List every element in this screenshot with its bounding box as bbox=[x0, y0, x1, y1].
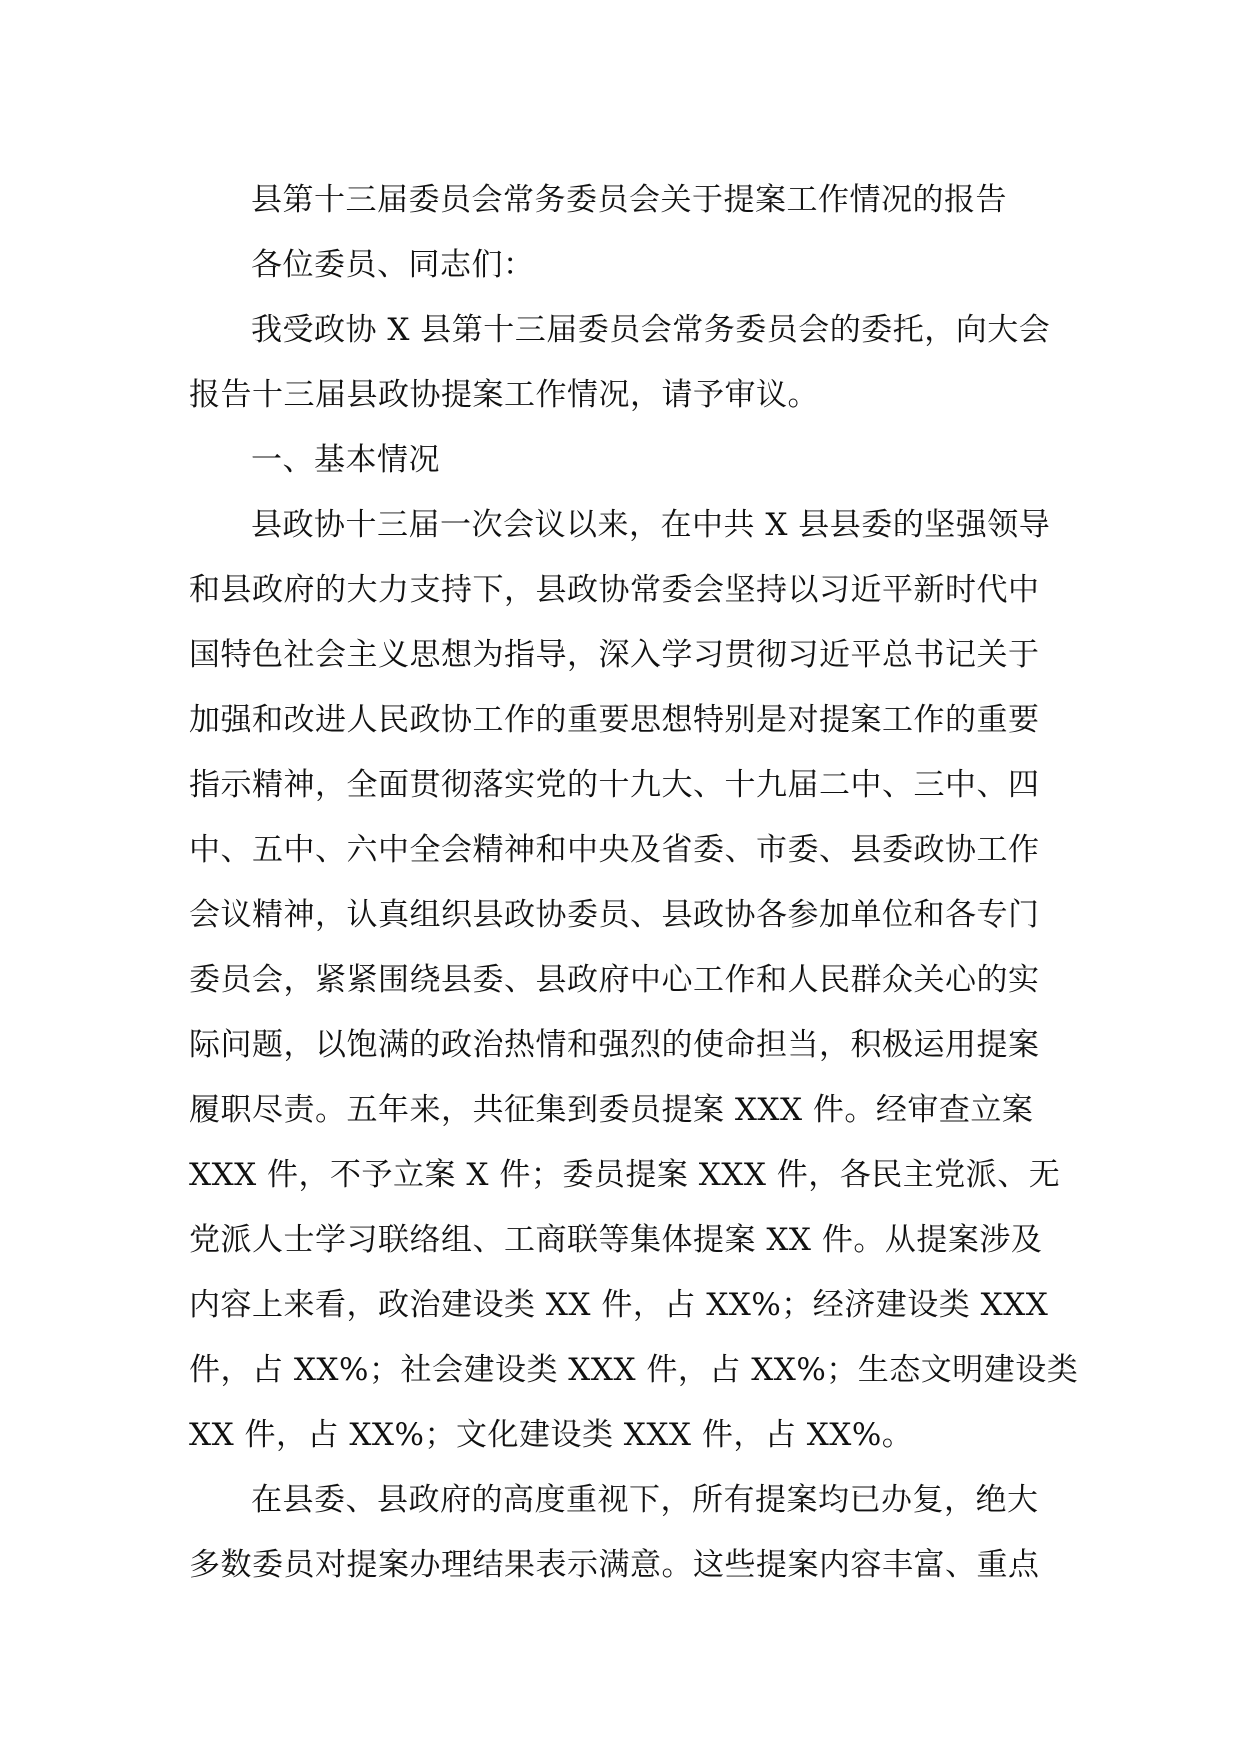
paragraph-line: XXX 件，不予立案 X 件；委员提案 XXX 件，各民主党派、无 bbox=[189, 1157, 1061, 1193]
paragraph-line: 和县政府的大力支持下，县政协常委会坚持以习近平新时代中 bbox=[189, 572, 1040, 608]
paragraph-line: 国特色社会主义思想为指导，深入学习贯彻习近平总书记关于 bbox=[189, 637, 1040, 673]
paragraph-line: 际问题，以饱满的政治热情和强烈的使命担当，积极运用提案 bbox=[189, 1027, 1040, 1063]
paragraph-line: 中、五中、六中全会精神和中央及省委、市委、县委政协工作 bbox=[189, 832, 1040, 868]
paragraph-line: 报告十三届县政协提案工作情况，请予审议。 bbox=[189, 377, 819, 413]
paragraph-line: 县政协十三届一次会议以来，在中共 X 县县委的坚强领导 bbox=[251, 507, 1051, 543]
paragraph-line: 在县委、县政府的高度重视下，所有提案均已办复，绝大 bbox=[251, 1482, 1039, 1518]
paragraph-line: 我受政协 X 县第十三届委员会常务委员会的委托，向大会 bbox=[251, 312, 1051, 348]
paragraph-line: 多数委员对提案办理结果表示满意。这些提案内容丰富、重点 bbox=[189, 1547, 1040, 1583]
paragraph-line: 件，占 XX%；社会建设类 XXX 件，占 XX%；生态文明建设类 bbox=[189, 1352, 1079, 1388]
paragraph-line: 会议精神，认真组织县政协委员、县政协各参加单位和各专门 bbox=[189, 897, 1040, 933]
document-page bbox=[189, 168, 1079, 1598]
paragraph-basic-situation bbox=[189, 493, 1079, 1468]
paragraph-line: 内容上来看，政治建设类 XX 件，占 XX%；经济建设类 XXX bbox=[189, 1287, 1049, 1323]
salutation: 各位委员、同志们： bbox=[251, 247, 535, 283]
paragraph-line: 指示精神，全面贯彻落实党的十九大、十九届二中、三中、四 bbox=[189, 767, 1040, 803]
section-heading: 一、基本情况 bbox=[251, 442, 440, 478]
document-title: 县第十三届委员会常务委员会关于提案工作情况的报告 bbox=[251, 182, 1007, 218]
paragraph-line: 加强和改进人民政协工作的重要思想特别是对提案工作的重要 bbox=[189, 702, 1040, 738]
paragraph-intro bbox=[189, 298, 1057, 428]
paragraph-line: 党派人士学习联络组、工商联等集体提案 XX 件。从提案涉及 bbox=[189, 1222, 1043, 1258]
paragraph-line: 履职尽责。五年来，共征集到委员提案 XXX 件。经审查立案 bbox=[189, 1092, 1034, 1128]
paragraph-handling-results bbox=[189, 1468, 1057, 1598]
paragraph-line: 委员会，紧紧围绕县委、县政府中心工作和人民群众关心的实 bbox=[189, 962, 1040, 998]
paragraph-line: XX 件，占 XX%；文化建设类 XXX 件，占 XX%。 bbox=[189, 1417, 914, 1453]
